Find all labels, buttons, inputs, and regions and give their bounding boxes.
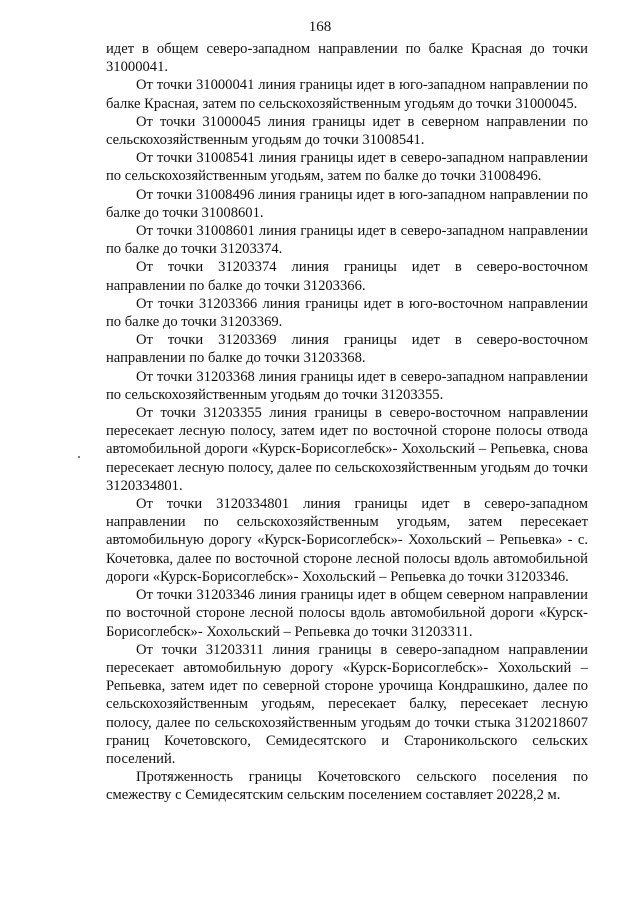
margin-dot xyxy=(78,456,80,458)
paragraph: От точки 31008541 линия границы идет в северо-западном направлении по сельскохозяйственным угодьям, затем по балке до точки 31008496. xyxy=(106,150,588,185)
paragraph: От точки 31203368 линия границы идет в северо-западном направлении по сельскохозяйственным угодьям до точки 31203355. xyxy=(106,368,588,403)
paragraph: От точки 3120334801 линия границы идет в северо-западном направлении по сельскохозяйственным угодьям, затем пересекает автомобильную дорогу «Курск-Борисоглебск»- Хохольский – Репьевка» - с. Кочетовка, далее по восточной стороне лесной полосы вдоль автомобильной дороги «Курск-Борисоглебск»- Хохольский – Репьевка до точки 31203346. xyxy=(106,496,588,585)
paragraph: От точки 31203346 линия границы идет в общем северном направлении по восточной стороне лесной полосы вдоль автомобильной дороги «Курск-Борисоглебск»- Хохольский – Репьевка до точки 31203311. xyxy=(106,587,588,640)
paragraph: От точки 31203355 линия границы в северо-восточном направлении пересекает лесную полосу, затем идет по восточной стороне полосы отвода автомобильной дороги «Курск-Борисоглебск»- Хохольский – Репьевка, снова пересекает лесную полосу, далее по сельскохозяйственным угодьям до точки 3120334801. xyxy=(106,405,588,494)
paragraph: От точки 31000045 линия границы идет в северном направлении по сельскохозяйственным угодьям до точки 31008541. xyxy=(106,113,588,149)
paragraph: От точки 31008601 линия границы идет в северо-западном направлении по балке до точки 31203374. xyxy=(106,223,588,258)
paragraph: идет в общем северо-западном направлении по балке Красная до точки 31000041. xyxy=(106,41,588,76)
paragraph: От точки 31203369 линия границы идет в северо-восточном направлении по балке до точки 31203368. xyxy=(106,332,588,367)
paragraph: От точки 31203374 линия границы идет в северо-восточном направлении по балке до точки 31203366. xyxy=(106,259,588,294)
paragraph: От точки 31203311 линия границы в северо-западном направлении пересекает автомобильную дорогу «Курск-Борисоглебск»- Хохольский – Репьевка, затем идет по северной стороне урочища Кондрашкино, далее по сельскохозяйственным угодьям, пересекает балку, пересекает лесную полосу, далее по сельскохозяйственным угодьям до точки стыка 3120218607 границ Кочетовского, Семидесятского и Староникольского сельских поселений. xyxy=(106,641,588,767)
page-number: 168 xyxy=(308,19,332,35)
paragraph: От точки 31203366 линия границы идет в юго-восточном направлении по балке до точки 31203369. xyxy=(106,295,588,331)
paragraph: От точки 31000041 линия границы идет в юго-западном направлении по балке Красная, затем по сельскохозяйственным угодьям до точки 31000045. xyxy=(106,77,588,112)
paragraph: От точки 31008496 линия границы идет в юго-западном направлении по балке до точки 31008601. xyxy=(106,186,588,221)
paragraph: Протяженность границы Кочетовского сельского поселения по смежеству с Семидесятским сельским поселением составляет 20228,2 м. xyxy=(106,769,588,804)
document-body xyxy=(106,40,588,805)
